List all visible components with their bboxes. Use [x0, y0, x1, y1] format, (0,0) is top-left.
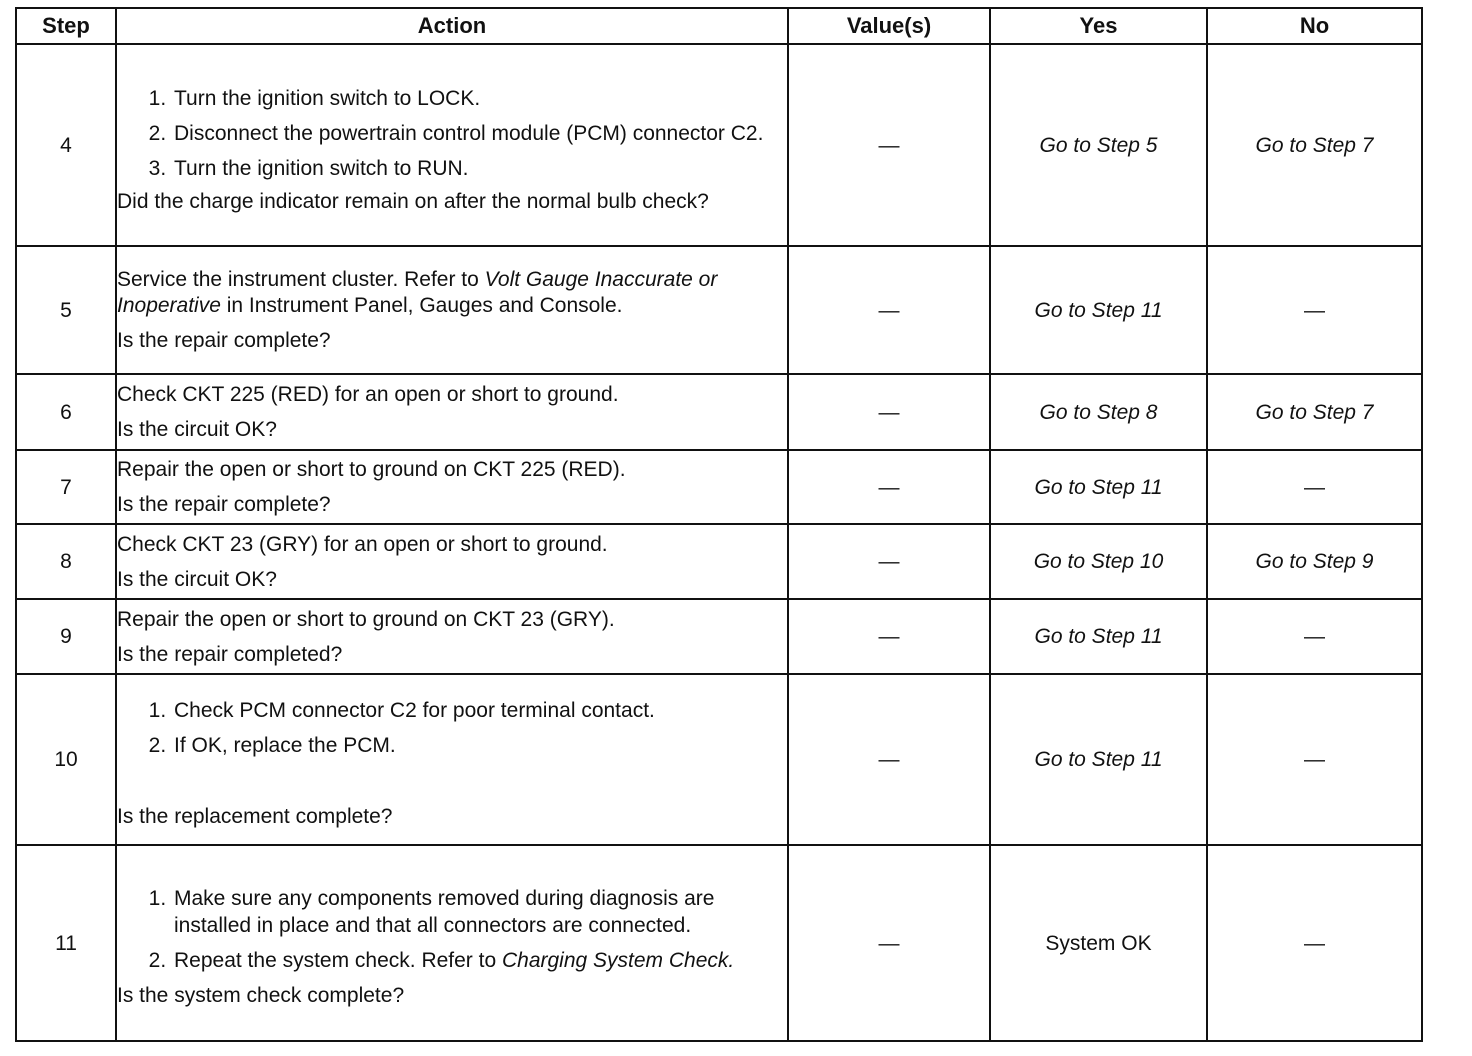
table-row — [16, 374, 1422, 450]
table-row — [16, 599, 1422, 674]
step-number: 10 — [16, 674, 116, 845]
action-question: Is the repair complete? — [117, 328, 331, 352]
table-row — [16, 524, 1422, 599]
yes-cell: System OK — [990, 845, 1207, 1041]
action-question: Is the repair complete? — [117, 493, 331, 516]
action-question: Is the circuit OK? — [117, 567, 277, 591]
yes-cell: Go to Step 11 — [990, 599, 1207, 674]
value-cell: — — [788, 599, 990, 674]
action-text: Check CKT 23 (GRY) for an open or short to ground. — [117, 532, 608, 556]
step-number: 9 — [16, 599, 116, 674]
action-item: 2. Disconnect the powertrain control module (PCM) connector C2. — [172, 120, 787, 147]
action-text: Repair the open or short to ground on CKT 23 (GRY). — [117, 607, 615, 631]
action-cell — [116, 450, 788, 524]
action-question: Is the replacement complete? — [117, 805, 393, 828]
action-cell — [116, 44, 788, 246]
action-text-part: Repeat the system check. Refer to — [174, 949, 502, 972]
action-question: Is the circuit OK? — [117, 418, 277, 441]
no-cell: — — [1207, 246, 1422, 374]
yes-cell: Go to Step 11 — [990, 450, 1207, 524]
value-cell: — — [788, 246, 990, 374]
diagnostic-table — [15, 7, 1423, 1042]
no-cell: — — [1207, 674, 1422, 845]
value-cell: — — [788, 845, 990, 1041]
action-text-part: in Instrument Panel, Gauges and Console. — [220, 293, 623, 317]
value-cell: — — [788, 674, 990, 845]
action-cell — [116, 599, 788, 674]
step-number: 5 — [16, 246, 116, 374]
header-yes: Yes — [990, 8, 1207, 44]
action-item: 2. If OK, replace the PCM. — [172, 732, 787, 759]
no-cell: — — [1207, 845, 1422, 1041]
yes-cell: Go to Step 11 — [990, 674, 1207, 845]
action-cell — [116, 674, 788, 845]
table-row — [16, 845, 1422, 1041]
action-question: Is the system check complete? — [117, 984, 405, 1007]
value-cell: — — [788, 450, 990, 524]
yes-cell: Go to Step 8 — [990, 374, 1207, 450]
step-number: 8 — [16, 524, 116, 599]
table-row — [16, 674, 1422, 845]
no-cell: — — [1207, 599, 1422, 674]
header-values: Value(s) — [788, 8, 990, 44]
step-number: 4 — [16, 44, 116, 246]
action-item — [172, 947, 787, 974]
action-text: Repair the open or short to ground on CKT 225 (RED). — [117, 458, 626, 481]
table-row — [16, 44, 1422, 246]
no-cell: — — [1207, 450, 1422, 524]
table-row — [16, 246, 1422, 374]
action-text: Check CKT 225 (RED) for an open or short to ground. — [117, 383, 619, 406]
action-reference: Charging System Check. — [501, 949, 735, 972]
step-number: 6 — [16, 374, 116, 450]
action-item: 1. Make sure any components removed during diagnosis are installed in place and that all connectors are connected. — [172, 885, 787, 939]
action-item: 1. Check PCM connector C2 for poor terminal contact. — [172, 697, 787, 724]
action-question: Did the charge indicator remain on after the normal bulb check? — [117, 189, 709, 213]
header-step: Step — [16, 8, 116, 44]
action-cell — [116, 845, 788, 1041]
no-cell: Go to Step 9 — [1207, 524, 1422, 599]
action-question: Is the repair completed? — [117, 642, 343, 666]
action-item: 1. Turn the ignition switch to LOCK. — [172, 85, 787, 112]
no-cell: Go to Step 7 — [1207, 44, 1422, 246]
action-reference: Volt Gauge Inaccurate or Inoperative — [117, 267, 718, 317]
action-cell — [116, 246, 788, 374]
step-number: 7 — [16, 450, 116, 524]
yes-cell: Go to Step 10 — [990, 524, 1207, 599]
action-item: 3. Turn the ignition switch to RUN. — [172, 155, 787, 182]
action-text-part: Service the instrument cluster. Refer to — [117, 267, 485, 291]
header-no: No — [1207, 8, 1422, 44]
step-number: 11 — [16, 845, 116, 1041]
yes-cell: Go to Step 5 — [990, 44, 1207, 246]
yes-cell: Go to Step 11 — [990, 246, 1207, 374]
value-cell: — — [788, 524, 990, 599]
value-cell: — — [788, 44, 990, 246]
header-row — [16, 8, 1422, 44]
action-text — [117, 267, 787, 319]
table-row — [16, 450, 1422, 524]
header-action: Action — [116, 8, 788, 44]
value-cell: — — [788, 374, 990, 450]
action-cell — [116, 374, 788, 450]
action-cell — [116, 524, 788, 599]
no-cell: Go to Step 7 — [1207, 374, 1422, 450]
